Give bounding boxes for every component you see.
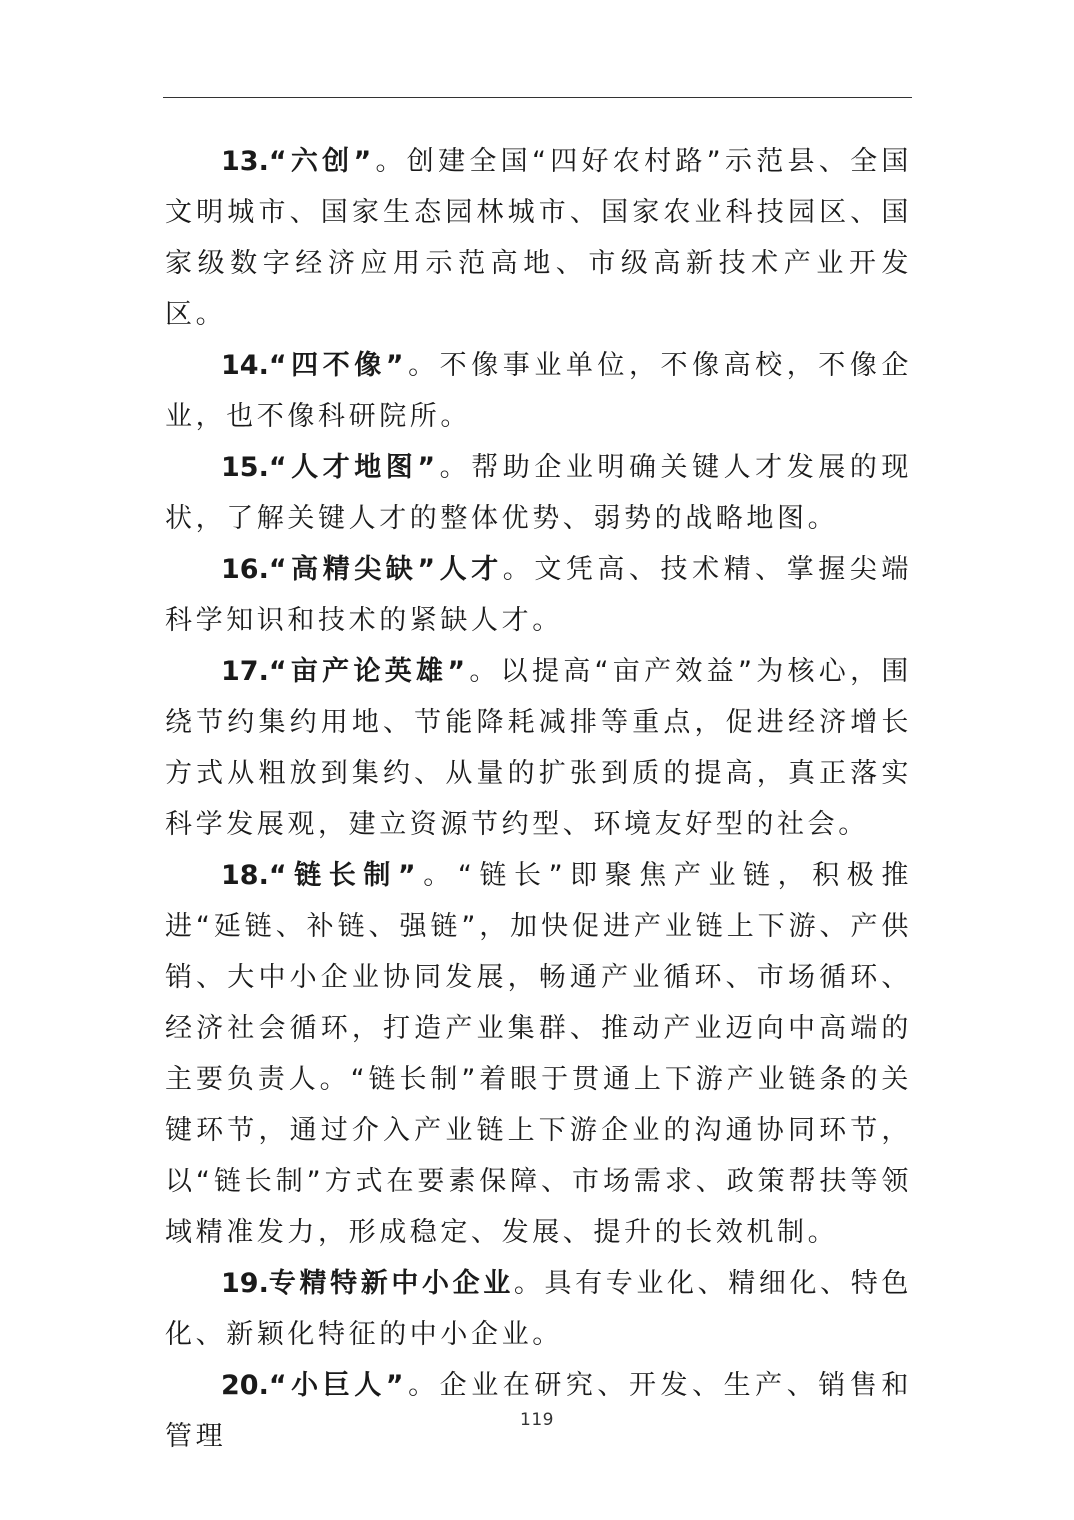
glossary-entry-13	[165, 136, 912, 340]
page-number: 119	[520, 1410, 554, 1430]
glossary-entry-14	[165, 340, 912, 442]
entry-definition: 。帮助企业明确关键人才发展的现状，了解关键人才的整体优势、弱势的战略地图。	[165, 452, 912, 534]
entry-definition: 。以提高“亩产效益”为核心，围绕节约集约用地、节能降耗减排等重点，促进经济增长方式从粗放到集约、从量的扩张到质的提高，真正落实科学发展观，建立资源节约型、环境友好型的社会。	[165, 656, 912, 840]
entry-definition: 。“链长”即聚焦产业链，积极推进“延链、补链、强链”，加快促进产业链上下游、产供销、大中小企业协同发展，畅通产业循环、市场循环、经济社会循环，打造产业集群、推动产业迈向中高端的主要负责人。“链长制”着眼于贯通上下游产业链条的关键环节，通过介入产业链上下游企业的沟通协同环节，以“链长制”方式在要素保障、市场需求、政策帮扶等领域精准发力，形成稳定、发展、提升的长效机制。	[165, 860, 912, 1248]
entry-term: 18.“链长制”	[221, 860, 420, 891]
entry-term: 14.“四不像”	[221, 350, 408, 381]
entry-term: 15.“人才地图”	[221, 452, 439, 483]
entry-definition: 。企业在研究、开发、生产、销售和管理	[165, 1370, 912, 1452]
header-rule	[163, 97, 912, 98]
glossary-body	[165, 136, 912, 1462]
glossary-entry-18	[165, 850, 912, 1258]
entry-definition: 。不像事业单位，不像高校，不像企业，也不像科研院所。	[165, 350, 912, 432]
entry-definition: 。创建全国“四好农村路”示范县、全国文明城市、国家生态园林城市、国家农业科技园区、国家级数字经济应用示范高地、市级高新技术产业开发区。	[165, 146, 913, 330]
entry-definition: 。文凭高、技术精、掌握尖端科学知识和技术的紧缺人才。	[165, 554, 912, 636]
glossary-entry-17	[165, 646, 912, 850]
glossary-entry-19	[165, 1258, 912, 1360]
glossary-entry-16	[165, 544, 912, 646]
glossary-entry-15	[165, 442, 912, 544]
entry-definition: 。具有专业化、精细化、特色化、新颖化特征的中小企业。	[165, 1268, 912, 1350]
entry-term: 13.“六创”	[221, 146, 375, 177]
entry-term: 20.“小巨人”	[221, 1370, 408, 1401]
entry-term: 19.专精特新中小企业	[221, 1268, 514, 1299]
entry-term: 17.“亩产论英雄”	[221, 656, 469, 687]
entry-term: 16.“高精尖缺”人才	[221, 554, 503, 585]
